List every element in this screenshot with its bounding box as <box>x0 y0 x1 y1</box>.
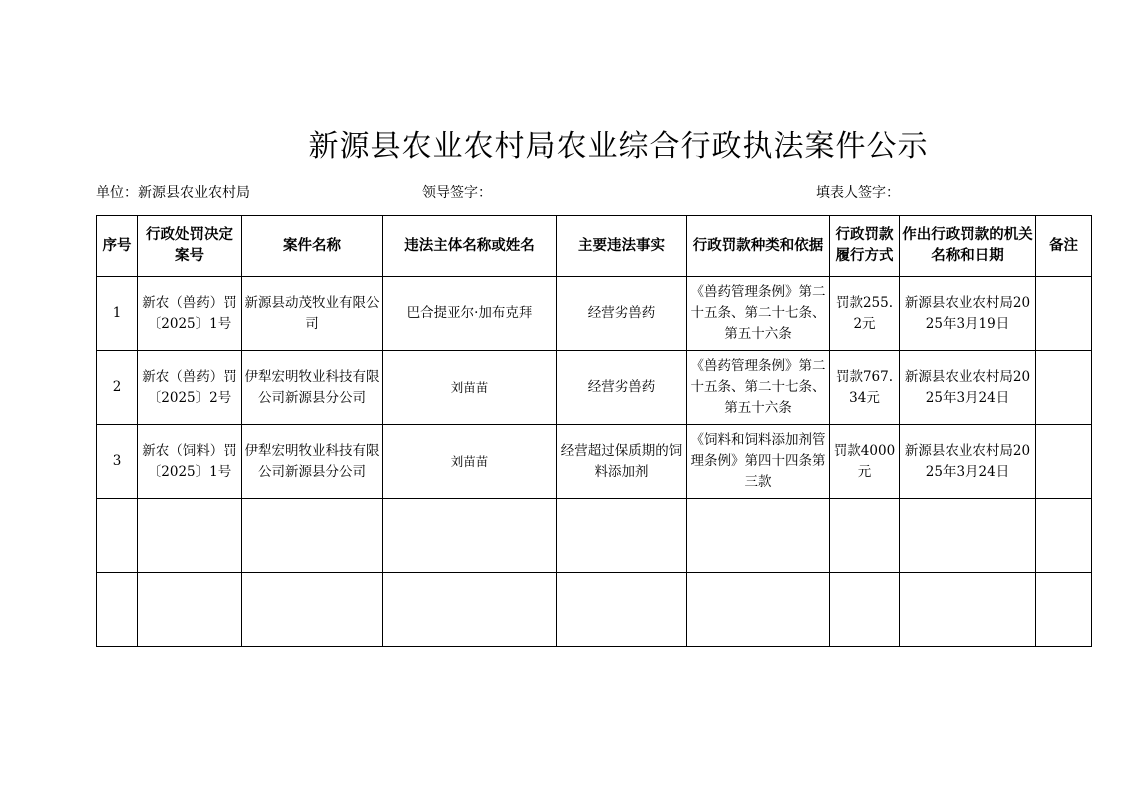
cell-remark <box>1036 573 1092 647</box>
header-facts: 主要违法事实 <box>557 216 687 277</box>
cell-remark <box>1036 425 1092 499</box>
cell-method <box>830 499 900 573</box>
cell-party <box>383 499 557 573</box>
cell-remark <box>1036 351 1092 425</box>
cell-remark <box>1036 277 1092 351</box>
leader-signature-label: 领导签字： <box>422 185 492 201</box>
header-remark: 备注 <box>1036 216 1092 277</box>
cell-case-no: 新农（兽药）罚〔2025〕1号 <box>138 277 242 351</box>
table-row <box>97 425 1092 499</box>
cell-method: 罚款255.2元 <box>830 277 900 351</box>
cell-facts <box>557 499 687 573</box>
filler-signature-label: 填表人签字： <box>816 185 900 201</box>
cell-facts: 经营劣兽药 <box>557 277 687 351</box>
cell-case-no: 新农（饲料）罚〔2025〕1号 <box>138 425 242 499</box>
unit-field <box>96 183 250 203</box>
cell-case-name <box>242 499 383 573</box>
cell-facts: 经营劣兽药 <box>557 351 687 425</box>
cell-no: 3 <box>97 425 138 499</box>
cell-basis <box>687 499 830 573</box>
header-case-name: 案件名称 <box>242 216 383 277</box>
cell-authority: 新源县农业农村局2025年3月24日 <box>900 425 1036 499</box>
header-basis: 行政罚款种类和依据 <box>687 216 830 277</box>
cell-facts: 经营超过保质期的饲料添加剂 <box>557 425 687 499</box>
cell-party: 巴合提亚尔·加布克拜 <box>383 277 557 351</box>
unit-label: 单位： <box>96 185 138 201</box>
cell-case-no <box>138 499 242 573</box>
cell-authority: 新源县农业农村局2025年3月24日 <box>900 351 1036 425</box>
cell-authority: 新源县农业农村局2025年3月19日 <box>900 277 1036 351</box>
header-no: 序号 <box>97 216 138 277</box>
cell-case-name: 伊犁宏明牧业科技有限公司新源县分公司 <box>242 425 383 499</box>
page-title: 新源县农业农村局农业综合行政执法案件公示 <box>308 129 929 164</box>
cell-authority <box>900 573 1036 647</box>
cell-party: 刘苗苗 <box>383 351 557 425</box>
cell-method: 罚款767.34元 <box>830 351 900 425</box>
table-row <box>97 573 1092 647</box>
table-header-row <box>97 216 1092 277</box>
cell-case-name: 伊犁宏明牧业科技有限公司新源县分公司 <box>242 351 383 425</box>
header-authority: 作出行政罚款的机关名称和日期 <box>900 216 1036 277</box>
cell-basis: 《饲料和饲料添加剂管理条例》第四十四条第三款 <box>687 425 830 499</box>
header-method: 行政罚款履行方式 <box>830 216 900 277</box>
cell-no <box>97 499 138 573</box>
cell-method: 罚款4000元 <box>830 425 900 499</box>
cell-case-no <box>138 573 242 647</box>
cell-case-no: 新农（兽药）罚〔2025〕2号 <box>138 351 242 425</box>
cell-case-name: 新源县动茂牧业有限公司 <box>242 277 383 351</box>
header-case-no: 行政处罚决定案号 <box>138 216 242 277</box>
cell-facts <box>557 573 687 647</box>
cell-method <box>830 573 900 647</box>
cell-authority <box>900 499 1036 573</box>
cell-no: 1 <box>97 277 138 351</box>
cell-case-name <box>242 573 383 647</box>
unit-value: 新源县农业农村局 <box>138 185 250 201</box>
case-table <box>96 215 1092 647</box>
table-row <box>97 277 1092 351</box>
cell-basis <box>687 573 830 647</box>
cell-remark <box>1036 499 1092 573</box>
cell-no: 2 <box>97 351 138 425</box>
cell-no <box>97 573 138 647</box>
cell-party: 刘苗苗 <box>383 425 557 499</box>
table-row <box>97 499 1092 573</box>
cell-basis: 《兽药管理条例》第二十五条、第二十七条、第五十六条 <box>687 277 830 351</box>
header-party: 违法主体名称或姓名 <box>383 216 557 277</box>
cell-basis: 《兽药管理条例》第二十五条、第二十七条、第五十六条 <box>687 351 830 425</box>
table-row <box>97 351 1092 425</box>
cell-party <box>383 573 557 647</box>
